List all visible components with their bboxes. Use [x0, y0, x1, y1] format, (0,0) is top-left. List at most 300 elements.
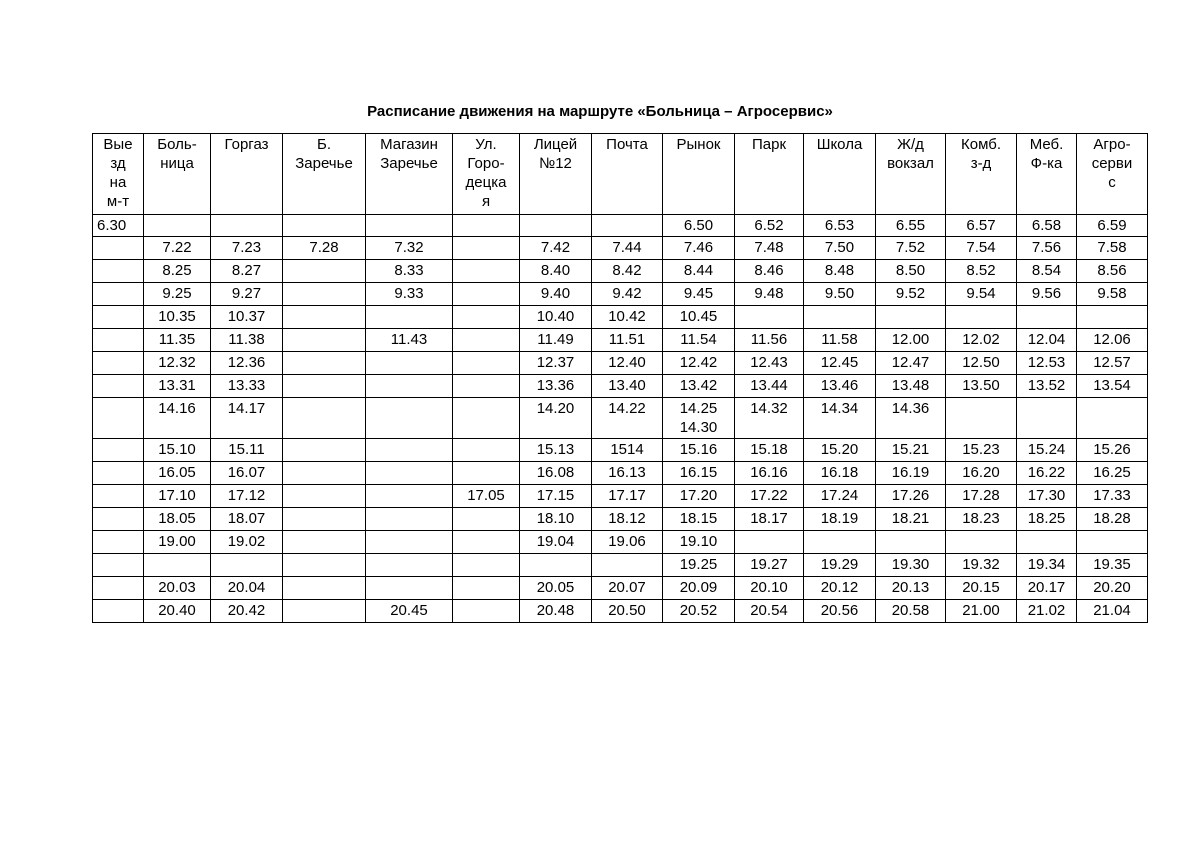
time-cell [520, 215, 592, 237]
table-row [93, 375, 1148, 398]
column-header-label: Меб. Ф-ка [1029, 136, 1064, 172]
column-header [663, 134, 735, 215]
time-cell: 7.54 [946, 237, 1017, 260]
time-cell [283, 439, 366, 462]
time-cell: 21.02 [1017, 600, 1077, 623]
time-cell [283, 531, 366, 554]
time-cell: 6.58 [1017, 215, 1077, 237]
time-cell: 14.36 [876, 398, 946, 439]
departure-cell [93, 462, 144, 485]
time-cell: 8.50 [876, 260, 946, 283]
time-cell [144, 215, 211, 237]
time-cell: 9.40 [520, 283, 592, 306]
time-cell: 12.36 [211, 352, 283, 375]
departure-cell [93, 329, 144, 352]
time-cell [366, 215, 453, 237]
time-cell [283, 352, 366, 375]
departure-cell [93, 600, 144, 623]
time-cell: 13.36 [520, 375, 592, 398]
time-cell [283, 508, 366, 531]
time-cell [804, 306, 876, 329]
time-cell: 12.42 [663, 352, 735, 375]
time-cell: 9.42 [592, 283, 663, 306]
time-cell: 20.09 [663, 577, 735, 600]
time-cell [453, 462, 520, 485]
time-cell: 20.03 [144, 577, 211, 600]
table-row [93, 237, 1148, 260]
column-header [1077, 134, 1148, 215]
time-cell [283, 462, 366, 485]
table-row [93, 485, 1148, 508]
time-cell: 9.27 [211, 283, 283, 306]
time-cell: 11.43 [366, 329, 453, 352]
time-cell: 13.33 [211, 375, 283, 398]
table-row [93, 508, 1148, 531]
time-cell [283, 485, 366, 508]
time-cell: 21.00 [946, 600, 1017, 623]
time-cell [876, 531, 946, 554]
page-title: Расписание движения на маршруте «Больница – Агросервис» [367, 103, 833, 120]
time-cell: 18.15 [663, 508, 735, 531]
time-cell [366, 531, 453, 554]
time-cell: 15.10 [144, 439, 211, 462]
time-cell: 12.02 [946, 329, 1017, 352]
time-cell: 6.59 [1077, 215, 1148, 237]
time-cell [283, 329, 366, 352]
time-cell: 18.25 [1017, 508, 1077, 531]
departure-cell [93, 554, 144, 577]
table-row [93, 439, 1148, 462]
time-cell: 14.25 14.30 [663, 398, 735, 439]
time-cell: 12.53 [1017, 352, 1077, 375]
time-cell: 7.32 [366, 237, 453, 260]
time-cell [283, 398, 366, 439]
time-cell: 20.56 [804, 600, 876, 623]
time-cell: 18.17 [735, 508, 804, 531]
time-cell: 14.32 [735, 398, 804, 439]
column-header [946, 134, 1017, 215]
time-cell [1017, 398, 1077, 439]
time-cell: 12.45 [804, 352, 876, 375]
time-cell: 17.15 [520, 485, 592, 508]
time-cell: 19.29 [804, 554, 876, 577]
time-cell [592, 215, 663, 237]
column-header-label: Агро- серви с [1091, 136, 1133, 191]
time-cell: 18.07 [211, 508, 283, 531]
time-cell: 20.20 [1077, 577, 1148, 600]
time-cell: 15.18 [735, 439, 804, 462]
time-cell [366, 462, 453, 485]
time-cell [366, 439, 453, 462]
time-cell: 15.26 [1077, 439, 1148, 462]
time-cell [453, 260, 520, 283]
time-cell: 15.13 [520, 439, 592, 462]
time-cell [1077, 398, 1148, 439]
time-cell: 16.19 [876, 462, 946, 485]
time-cell: 16.08 [520, 462, 592, 485]
time-cell [366, 577, 453, 600]
time-cell: 13.40 [592, 375, 663, 398]
column-header [735, 134, 804, 215]
time-cell [1017, 531, 1077, 554]
time-cell: 19.00 [144, 531, 211, 554]
time-cell [876, 306, 946, 329]
time-cell: 17.28 [946, 485, 1017, 508]
time-cell: 7.52 [876, 237, 946, 260]
time-cell: 15.23 [946, 439, 1017, 462]
column-header-label: Вые зд на м-т [103, 136, 133, 210]
column-header [520, 134, 592, 215]
time-cell: 13.54 [1077, 375, 1148, 398]
time-cell: 14.20 [520, 398, 592, 439]
time-cell: 12.04 [1017, 329, 1077, 352]
time-cell [366, 375, 453, 398]
time-cell [366, 398, 453, 439]
time-cell: 20.52 [663, 600, 735, 623]
time-cell: 6.57 [946, 215, 1017, 237]
time-cell [946, 306, 1017, 329]
time-cell: 20.07 [592, 577, 663, 600]
time-cell [366, 508, 453, 531]
column-header-label: Комб. з-д [961, 136, 1001, 172]
time-cell: 6.53 [804, 215, 876, 237]
time-cell: 12.50 [946, 352, 1017, 375]
column-header-label: Почта [606, 136, 648, 153]
table-row [93, 306, 1148, 329]
time-cell: 16.07 [211, 462, 283, 485]
time-cell: 18.23 [946, 508, 1017, 531]
column-header-label: Лицей №12 [533, 136, 578, 172]
time-cell [453, 215, 520, 237]
time-cell: 8.25 [144, 260, 211, 283]
time-cell [453, 329, 520, 352]
time-cell: 16.20 [946, 462, 1017, 485]
time-cell: 18.21 [876, 508, 946, 531]
time-cell: 13.52 [1017, 375, 1077, 398]
time-cell: 18.12 [592, 508, 663, 531]
time-cell [453, 306, 520, 329]
time-cell: 19.35 [1077, 554, 1148, 577]
time-cell [453, 554, 520, 577]
time-cell: 6.52 [735, 215, 804, 237]
time-cell [283, 260, 366, 283]
time-cell [453, 237, 520, 260]
time-cell: 13.44 [735, 375, 804, 398]
column-header [283, 134, 366, 215]
time-cell [453, 352, 520, 375]
column-header [876, 134, 946, 215]
time-cell: 11.38 [211, 329, 283, 352]
time-cell: 15.16 [663, 439, 735, 462]
time-cell: 9.45 [663, 283, 735, 306]
column-header-label: Б. Заречье [295, 136, 353, 172]
time-cell: 11.49 [520, 329, 592, 352]
time-cell: 17.30 [1017, 485, 1077, 508]
time-cell: 17.05 [453, 485, 520, 508]
time-cell: 16.05 [144, 462, 211, 485]
time-cell: 17.12 [211, 485, 283, 508]
time-cell: 8.52 [946, 260, 1017, 283]
time-cell [283, 554, 366, 577]
time-cell: 13.46 [804, 375, 876, 398]
time-cell: 11.54 [663, 329, 735, 352]
table-row [93, 462, 1148, 485]
time-cell [520, 554, 592, 577]
time-cell: 20.13 [876, 577, 946, 600]
time-cell: 16.15 [663, 462, 735, 485]
time-cell: 12.00 [876, 329, 946, 352]
time-cell [366, 306, 453, 329]
column-header-label: Ул. Горо- децка я [465, 136, 507, 210]
column-header [592, 134, 663, 215]
time-cell: 8.40 [520, 260, 592, 283]
time-cell: 13.50 [946, 375, 1017, 398]
time-cell [283, 215, 366, 237]
time-cell: 7.22 [144, 237, 211, 260]
time-cell [366, 352, 453, 375]
time-cell: 14.34 [804, 398, 876, 439]
time-cell [283, 375, 366, 398]
time-cell: 16.16 [735, 462, 804, 485]
time-cell: 19.27 [735, 554, 804, 577]
time-cell: 1514 [592, 439, 663, 462]
time-cell: 9.56 [1017, 283, 1077, 306]
time-cell [283, 283, 366, 306]
time-cell [283, 577, 366, 600]
column-header [1017, 134, 1077, 215]
column-header [144, 134, 211, 215]
time-cell: 20.04 [211, 577, 283, 600]
table-row [93, 531, 1148, 554]
time-cell: 11.35 [144, 329, 211, 352]
time-cell: 8.44 [663, 260, 735, 283]
time-cell: 10.37 [211, 306, 283, 329]
departure-cell [93, 352, 144, 375]
time-cell: 8.27 [211, 260, 283, 283]
time-cell: 8.56 [1077, 260, 1148, 283]
time-cell: 15.21 [876, 439, 946, 462]
column-header-label: Горгаз [224, 136, 269, 153]
departure-cell [93, 485, 144, 508]
time-cell: 17.24 [804, 485, 876, 508]
time-cell [453, 398, 520, 439]
time-cell: 9.50 [804, 283, 876, 306]
departure-cell [93, 237, 144, 260]
time-cell: 7.56 [1017, 237, 1077, 260]
time-cell: 14.17 [211, 398, 283, 439]
time-cell [946, 531, 1017, 554]
time-cell: 13.48 [876, 375, 946, 398]
schedule-table [92, 133, 1148, 623]
column-header-label: Парк [751, 136, 787, 153]
time-cell: 12.47 [876, 352, 946, 375]
time-cell: 9.58 [1077, 283, 1148, 306]
time-cell: 9.33 [366, 283, 453, 306]
table-row [93, 283, 1148, 306]
time-cell: 8.48 [804, 260, 876, 283]
column-header-label: Ж/д вокзал [887, 136, 934, 172]
header-row [93, 134, 1148, 215]
time-cell: 18.19 [804, 508, 876, 531]
time-cell: 20.17 [1017, 577, 1077, 600]
time-cell [735, 531, 804, 554]
time-cell [283, 600, 366, 623]
time-cell: 7.44 [592, 237, 663, 260]
time-cell: 12.32 [144, 352, 211, 375]
time-cell: 12.43 [735, 352, 804, 375]
time-cell: 7.58 [1077, 237, 1148, 260]
time-cell: 18.10 [520, 508, 592, 531]
time-cell: 20.40 [144, 600, 211, 623]
time-cell: 17.33 [1077, 485, 1148, 508]
table-row [93, 554, 1148, 577]
time-cell: 19.25 [663, 554, 735, 577]
table-row [93, 352, 1148, 375]
time-cell: 9.54 [946, 283, 1017, 306]
time-cell: 19.32 [946, 554, 1017, 577]
time-cell: 7.42 [520, 237, 592, 260]
time-cell: 10.35 [144, 306, 211, 329]
time-cell: 15.24 [1017, 439, 1077, 462]
time-cell [1077, 306, 1148, 329]
time-cell: 13.31 [144, 375, 211, 398]
column-header-label: Школа [816, 136, 863, 153]
time-cell [735, 306, 804, 329]
time-cell: 11.58 [804, 329, 876, 352]
time-cell: 15.11 [211, 439, 283, 462]
time-cell: 20.15 [946, 577, 1017, 600]
departure-cell [93, 439, 144, 462]
time-cell: 17.17 [592, 485, 663, 508]
time-cell: 19.34 [1017, 554, 1077, 577]
time-cell: 14.22 [592, 398, 663, 439]
table-row [93, 260, 1148, 283]
time-cell: 20.12 [804, 577, 876, 600]
time-cell: 12.57 [1077, 352, 1148, 375]
time-cell [1077, 531, 1148, 554]
time-cell: 20.58 [876, 600, 946, 623]
time-cell [211, 215, 283, 237]
time-cell: 11.51 [592, 329, 663, 352]
time-cell: 6.55 [876, 215, 946, 237]
time-cell: 11.56 [735, 329, 804, 352]
table-row [93, 600, 1148, 623]
time-cell: 18.28 [1077, 508, 1148, 531]
time-cell: 20.50 [592, 600, 663, 623]
time-cell: 19.04 [520, 531, 592, 554]
column-header [804, 134, 876, 215]
departure-cell [93, 306, 144, 329]
departure-cell [93, 398, 144, 439]
time-cell: 8.54 [1017, 260, 1077, 283]
time-cell: 10.42 [592, 306, 663, 329]
departure-cell [93, 577, 144, 600]
departure-cell: 6.30 [93, 215, 144, 237]
time-cell: 20.05 [520, 577, 592, 600]
time-cell: 17.26 [876, 485, 946, 508]
table-row [93, 329, 1148, 352]
time-cell: 19.30 [876, 554, 946, 577]
column-header-label: Боль- ница [157, 136, 197, 172]
time-cell: 17.22 [735, 485, 804, 508]
time-cell: 12.40 [592, 352, 663, 375]
time-cell: 7.46 [663, 237, 735, 260]
time-cell: 9.52 [876, 283, 946, 306]
time-cell [453, 577, 520, 600]
time-cell [804, 531, 876, 554]
time-cell: 7.28 [283, 237, 366, 260]
time-cell [283, 306, 366, 329]
time-cell: 7.23 [211, 237, 283, 260]
time-cell [144, 554, 211, 577]
time-cell: 13.42 [663, 375, 735, 398]
time-cell: 20.54 [735, 600, 804, 623]
time-cell: 8.33 [366, 260, 453, 283]
time-cell [592, 554, 663, 577]
time-cell: 17.20 [663, 485, 735, 508]
time-cell: 16.22 [1017, 462, 1077, 485]
time-cell [366, 554, 453, 577]
time-cell: 14.16 [144, 398, 211, 439]
time-cell: 19.02 [211, 531, 283, 554]
column-header [211, 134, 283, 215]
column-header [453, 134, 520, 215]
schedule-body [93, 215, 1148, 623]
departure-cell [93, 375, 144, 398]
time-cell [1017, 306, 1077, 329]
time-cell [453, 531, 520, 554]
table-row [93, 577, 1148, 600]
departure-cell [93, 283, 144, 306]
time-cell: 19.10 [663, 531, 735, 554]
departure-cell [93, 260, 144, 283]
time-cell: 12.37 [520, 352, 592, 375]
time-cell: 20.45 [366, 600, 453, 623]
time-cell: 8.46 [735, 260, 804, 283]
time-cell: 12.06 [1077, 329, 1148, 352]
column-header [93, 134, 144, 215]
table-row [93, 215, 1148, 237]
time-cell: 19.06 [592, 531, 663, 554]
time-cell: 7.50 [804, 237, 876, 260]
time-cell [453, 439, 520, 462]
time-cell [453, 283, 520, 306]
time-cell: 7.48 [735, 237, 804, 260]
time-cell [946, 398, 1017, 439]
time-cell: 18.05 [144, 508, 211, 531]
time-cell: 10.45 [663, 306, 735, 329]
time-cell: 20.48 [520, 600, 592, 623]
time-cell: 16.25 [1077, 462, 1148, 485]
time-cell: 15.20 [804, 439, 876, 462]
time-cell [366, 485, 453, 508]
table-row [93, 398, 1148, 439]
time-cell [453, 600, 520, 623]
time-cell: 16.18 [804, 462, 876, 485]
departure-cell [93, 531, 144, 554]
time-cell: 21.04 [1077, 600, 1148, 623]
column-header-label: Рынок [676, 136, 721, 153]
time-cell: 9.25 [144, 283, 211, 306]
time-cell: 17.10 [144, 485, 211, 508]
time-cell: 20.42 [211, 600, 283, 623]
column-header [366, 134, 453, 215]
time-cell: 10.40 [520, 306, 592, 329]
time-cell: 6.50 [663, 215, 735, 237]
time-cell: 8.42 [592, 260, 663, 283]
time-cell [453, 375, 520, 398]
time-cell: 20.10 [735, 577, 804, 600]
